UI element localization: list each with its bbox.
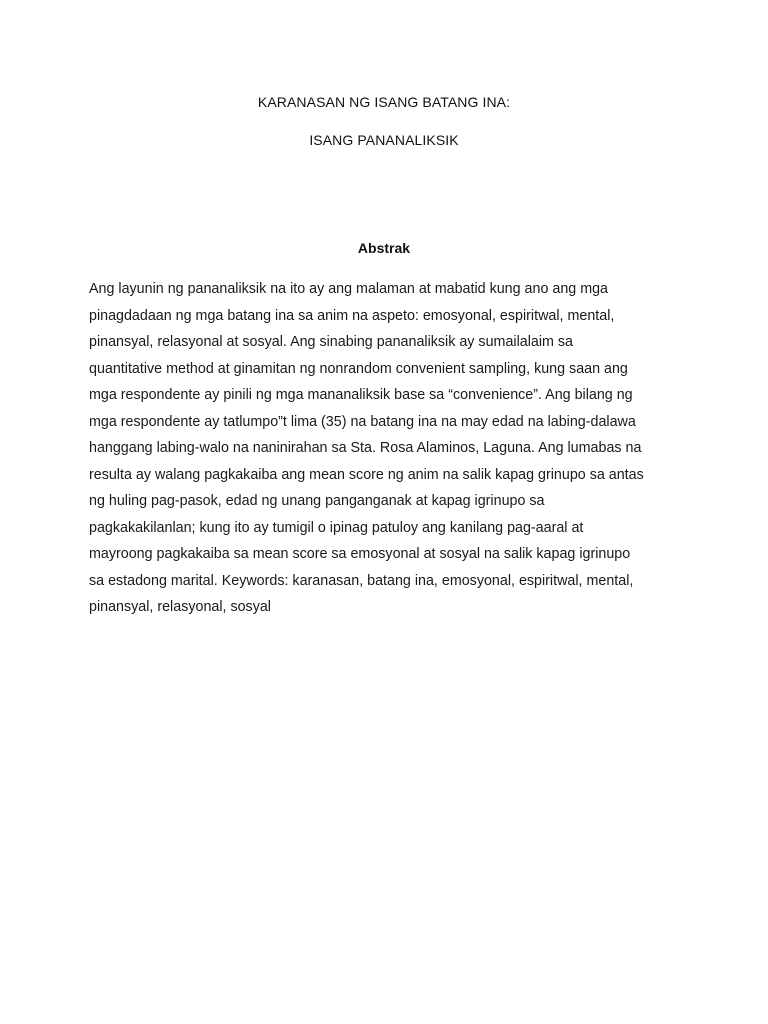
- document-title: KARANASAN NG ISANG BATANG INA:: [257, 94, 511, 110]
- abstract-body: Ang layunin ng pananaliksik na ito ay ang malaman at mabatid kung ano ang mga pinagdadaan ng mga batang ina sa anim na aspeto: emosyonal, espiritwal, mental, pinansyal, relasyonal at sosyal. Ang sinabing pananaliksik ay sumailalaim sa quantitative method at ginamitan ng nonrandom convenient sampling, kung saan ang mga respondente ay pinili ng mga mananaliksik base sa “convenience”. Ang bilang ng mga respondente ay tatlumpo”t lima (35) na batang ina na may edad na labing-dalawa hanggang labing-walo na naninirahan sa Sta. Rosa Alaminos, Laguna. Ang lumabas na resulta ay walang pagkakaiba ang mean score ng anim na salik kapag grinupo sa antas ng huling pag-pasok, edad ng unang panganganak at kapag igrinupo sa pagkakakilanlan; kung ito ay tumigil o ipinag patuloy ang kanilang pag-aaral at mayroong pagkakaiba sa mean score sa emosyonal at sosyal na salik kapag igrinupo sa estadong marital. Keywords: karanasan, batang ina, emosyonal, espiritwal, mental, pinansyal, relasyonal, sosyal: [89, 281, 644, 615]
- document-subtitle: ISANG PANANALIKSIK: [309, 132, 459, 148]
- abstract-heading: Abstrak: [357, 240, 411, 256]
